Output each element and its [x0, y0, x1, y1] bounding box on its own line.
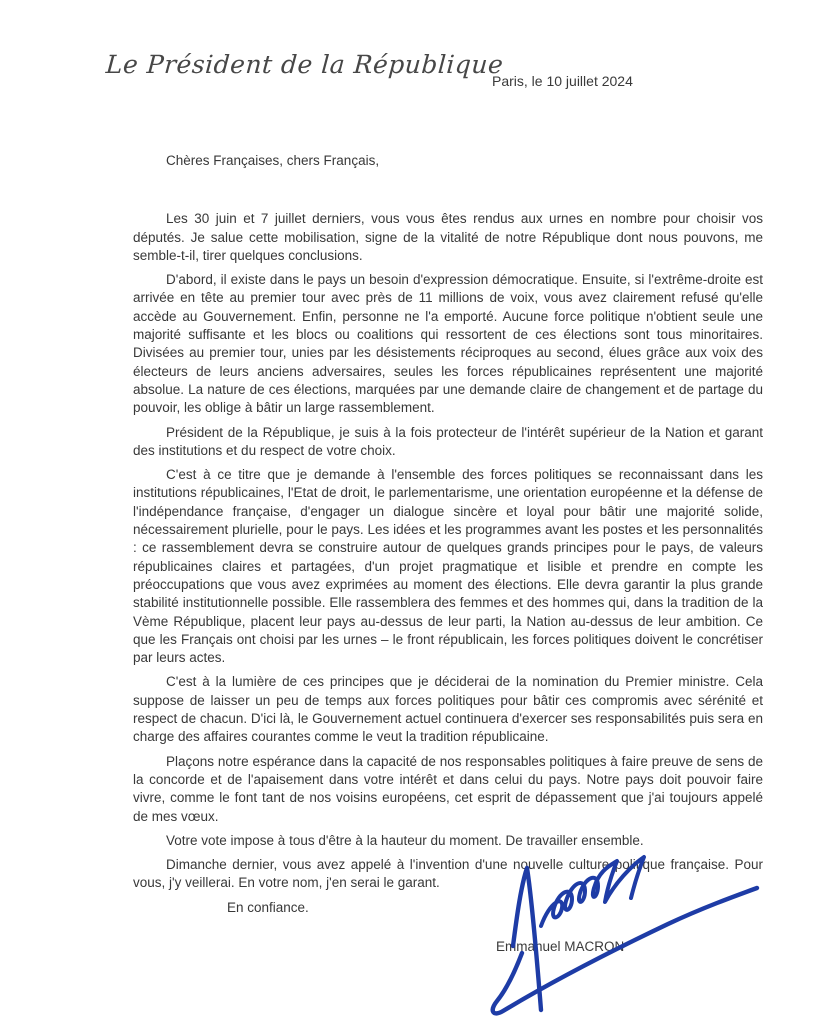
- paragraph: C'est à la lumière de ces principes que je déciderai de la nomination du Premier ministre. Cela suppose de laisser un peu de temps aux forces politiques pour bâtir ces compromis avec sérénité et respect de chacun. D'ici là, le Gouvernement actuel continuera d'exercer ses responsabilités puis sera en charge des affaires courantes comme le veut la tradition républicaine.: [133, 674, 763, 745]
- paragraph: Dimanche dernier, vous avez appelé à l'invention d'une nouvelle culture politique française. Pour vous, j'y veillerai. En votre nom, j'en serai le garant.: [133, 857, 763, 891]
- paragraph: Plaçons notre espérance dans la capacité de nos responsables politiques à faire preuve de sens de la concorde et de l'apaisement dans votre intérêt et dans celui du pays. Notre pays doit pouvoir faire vivre, comme le font tant de nos voisins européens, cet esprit de dépassement que j'ai toujours appelé de mes vœux.: [133, 753, 763, 824]
- letter-body: [133, 152, 763, 917]
- paragraph: C'est à ce titre que je demande à l'ensemble des forces politiques se reconnaissant dans les institutions républicaines, l'Etat de droit, le parlementarisme, une orientation européenne et la défense de l'indépendance française, d'engager un dialogue sincère et loyal pour bâtir une majorité solide, nécessairement plurielle, pour le pays. Les idées et les programmes avant les postes et les personnalités : ce rassemblement devra se construire autour de quelques grands principes pour le pays, de valeurs républicaines claires et partagées, d'un projet pragmatique et lisible et prendre en compte les préoccupations que vous avez exprimées au moment des élections. Elle devra garantir la plus grande stabilité institutionnelle possible. Elle rassemblera des femmes et des hommes qui, dans la tradition de la Vème République, placent leur pays au-dessus de leur parti, la Nation au-dessus de leur ambition. Ce que les Français ont choisi par les urnes – le front républicain, les forces politiques doivent le concrétiser par leurs actes.: [133, 467, 763, 666]
- letterhead-script-title: Le Président de la République: [104, 50, 505, 79]
- paragraph: D'abord, il existe dans le pays un besoin d'expression démocratique. Ensuite, si l'extrême-droite est arrivée en tête au premier tour avec près de 11 millions de voix, vous avez clairement refusé qu'elle accède au Gouvernement. Enfin, personne ne l'a emporté. Aucune force politique n'obtient seule une majorité suffisante et les blocs ou coalitions qui ressortent de ces élections sont tous minoritaires. Divisées au premier tour, unies par les désistements réciproques au second, élues grâce aux voix des électeurs de leurs anciens adversaires, seules les forces républicaines représentent une majorité absolue. La nature de ces élections, marquées par une demande claire de changement et de partage du pouvoir, les oblige à bâtir un large rassemblement.: [133, 272, 763, 416]
- dateline: Paris, le 10 juillet 2024: [492, 73, 633, 89]
- paragraph: Les 30 juin et 7 juillet derniers, vous vous êtes rendus aux urnes en nombre pour choisir vos députés. Je salue cette mobilisation, signe de la vitalité de notre République dont nous pouvons, me semble-t-il, tirer quelques conclusions.: [133, 211, 763, 263]
- paragraph: Président de la République, je suis à la fois protecteur de l'intérêt supérieur de la Nation et garant des institutions et du respect de votre choix.: [133, 424, 763, 458]
- typed-signature-name: Emmanuel MACRON: [496, 939, 625, 954]
- closing-formula: En confiance.: [227, 899, 309, 915]
- salutation: Chères Françaises, chers Français,: [166, 153, 380, 168]
- paragraph: Votre vote impose à tous d'être à la hauteur du moment. De travailler ensemble.: [166, 832, 644, 848]
